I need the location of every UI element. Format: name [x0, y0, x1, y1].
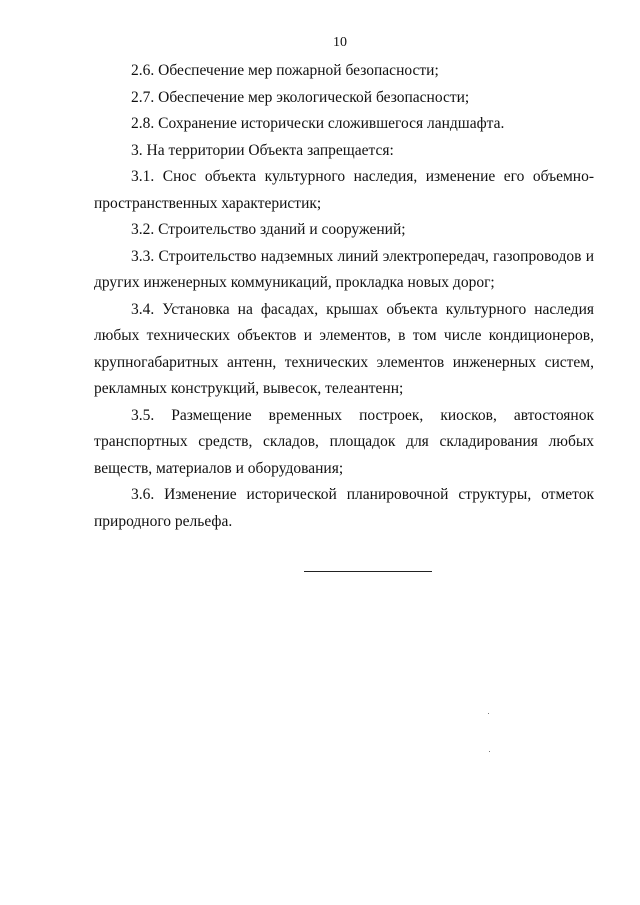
paragraph-3-1: 3.1. Снос объекта культурного наследия, изменение его объемно-пространственных характеристик;	[94, 168, 594, 212]
paragraph-3-4: 3.4. Установка на фасадах, крышах объекта культурного наследия любых технических объектов и элементов, в том числе кондиционеров, крупногабаритных антенн, технических элементов инженерных систем, рекламных конструкций, вывесок, телеантенн;	[94, 300, 594, 397]
page-number: 10	[333, 35, 347, 50]
paragraph-3-6: 3.6. Изменение исторической планировочной структуры, отметок природного рельефа.	[94, 486, 594, 530]
document-body	[94, 58, 594, 535]
paragraph-3-2: 3.2. Строительство зданий и сооружений;	[131, 221, 406, 238]
paragraph-2-7: 2.7. Обеспечение мер экологической безопасности;	[131, 88, 470, 106]
paragraph-2-6: 2.6. Обеспечение мер пожарной безопасности;	[131, 62, 439, 79]
end-separator-line	[304, 571, 432, 572]
paragraph-3-5: 3.5. Размещение временных построек, киосков, автостоянок транспортных средств, складов, площадок для складирования любых веществ, материалов и оборудования;	[94, 406, 594, 477]
paragraph-3-3: 3.3. Строительство надземных линий электропередач, газопроводов и других инженерных коммуникаций, прокладка новых дорог;	[94, 247, 594, 291]
paragraph-3: 3. На территории Объекта запрещается:	[131, 141, 394, 159]
paragraph-2-8: 2.8. Сохранение исторически сложившегося ландшафта.	[131, 115, 505, 132]
scan-speck	[489, 751, 490, 752]
scan-speck	[488, 713, 489, 714]
